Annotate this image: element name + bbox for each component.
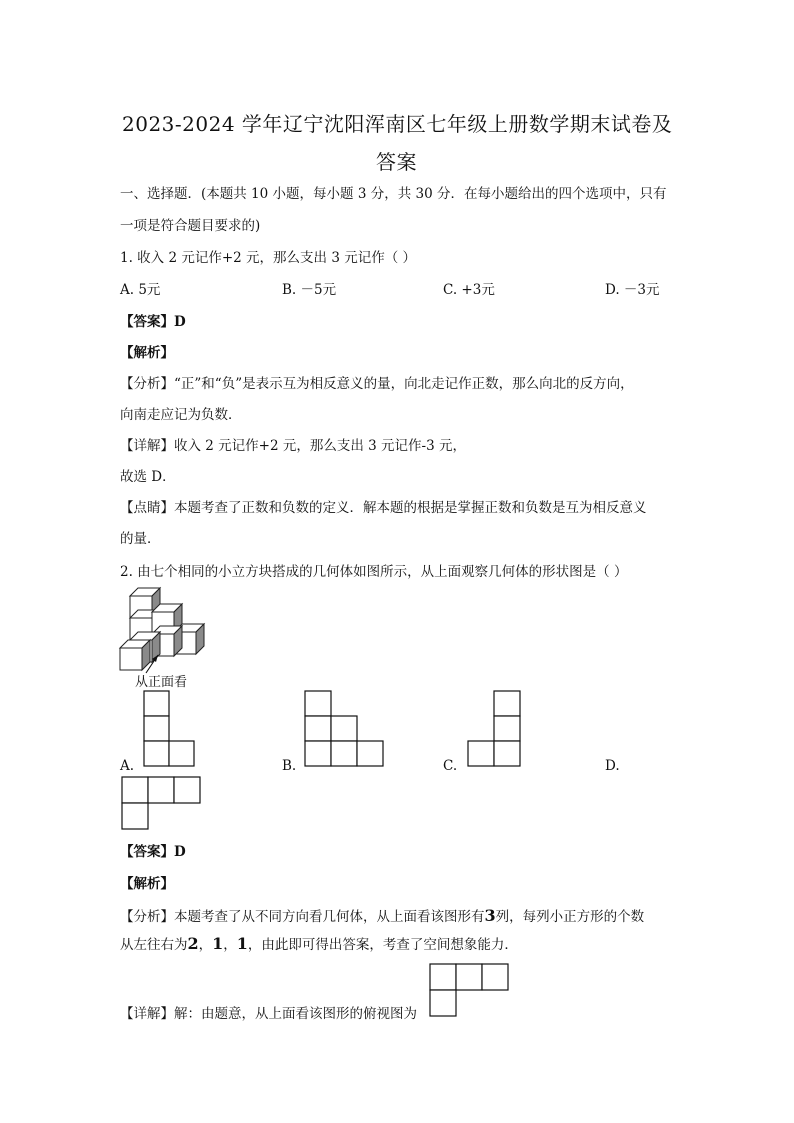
q2-fenxi-column-count: 3 xyxy=(484,906,496,925)
q2-stem: 2. 由七个相同的小立方块搭成的几何体如图所示，从上面观察几何体的形状图是（ ） xyxy=(120,564,628,580)
q2-fenxi-line2-end: ，由此即可得出答案，考查了空间想象能力． xyxy=(247,937,518,953)
q2-fenxi-line1-end: 列，每列小正方形的个数 xyxy=(495,909,645,925)
q2-option-c-label: C. xyxy=(443,758,458,774)
q2-xiangjie-top-view-figure xyxy=(429,963,509,1017)
q1-option-b: B. －5元 xyxy=(282,282,337,298)
q2-fenxi-line2: 从左往右为2，1，1，由此即可得出答案，考查了空间想象能力． xyxy=(120,934,518,953)
q1-conclusion: 故选 D． xyxy=(120,469,176,485)
q1-fenxi-line1: 【分析】“正”和“负”是表示互为相反意义的量，向北走记作正数，那么向北的反方向， xyxy=(120,376,634,392)
q2-option-a-label: A. xyxy=(120,758,135,774)
q2-fenxi-count-2: 1 xyxy=(212,934,224,953)
q2-option-c-figure xyxy=(467,690,522,768)
q2-fenxi-line1 xyxy=(120,906,644,927)
q2-option-b-figure xyxy=(304,690,384,768)
q1-option-c: C. +3元 xyxy=(443,282,495,298)
q1-dianjing-line2: 的量． xyxy=(120,531,161,547)
section-heading-line1: 一、选择题．(本题共 10 小题，每小题 3 分，共 30 分．在每小题给出的四个选项中，只有 xyxy=(120,186,667,202)
q2-option-b-label: B. xyxy=(282,758,297,774)
q1-dianjing-line1: 【点睛】本题考查了正数和负数的定义．解本题的根据是掌握正数和负数是互为相反意义 xyxy=(120,500,647,516)
q1-xiangjie: 【详解】收入 2 元记作+2 元，那么支出 3 元记作-3 元， xyxy=(120,438,466,454)
q2-figure-caption: 从正面看 xyxy=(135,675,188,690)
q2-fenxi-count-1: 2 xyxy=(187,934,199,953)
q1-option-a: A. 5元 xyxy=(120,282,161,298)
section-heading-line2: 一项是符合题目要求的) xyxy=(120,218,261,234)
q2-analysis-label: 【解析】 xyxy=(120,876,174,892)
q1-analysis-label: 【解析】 xyxy=(120,345,174,361)
q2-option-a-figure xyxy=(143,690,195,768)
document-title-line1: 2023-2024 学年辽宁沈阳浑南区七年级上册数学期末试卷及 xyxy=(122,112,673,136)
q2-answer: 【答案】D xyxy=(120,844,186,860)
q1-option-d: D. －3元 xyxy=(605,282,660,298)
cube-front xyxy=(120,640,150,670)
q2-option-d-figure xyxy=(121,776,201,830)
q2-cube-figure xyxy=(118,585,218,685)
q2-fenxi-line1-start: 【分析】本题考查了从不同方向看几何体，从上面看该图形有 xyxy=(120,909,485,925)
q2-option-d-label: D. xyxy=(605,758,620,774)
q2-fenxi-count-3: 1 xyxy=(236,934,248,953)
q1-stem: 1. 收入 2 元记作+2 元，那么支出 3 元记作（ ） xyxy=(120,250,416,266)
q1-answer: 【答案】D xyxy=(120,314,186,330)
document-title-line2: 答案 xyxy=(376,150,417,174)
q1-fenxi-line2: 向南走应记为负数． xyxy=(120,407,242,423)
q2-xiangjie: 【详解】解：由题意，从上面看该图形的俯视图为 xyxy=(120,1006,417,1022)
q2-fenxi-line2-start: 从左往右为 xyxy=(120,937,188,953)
